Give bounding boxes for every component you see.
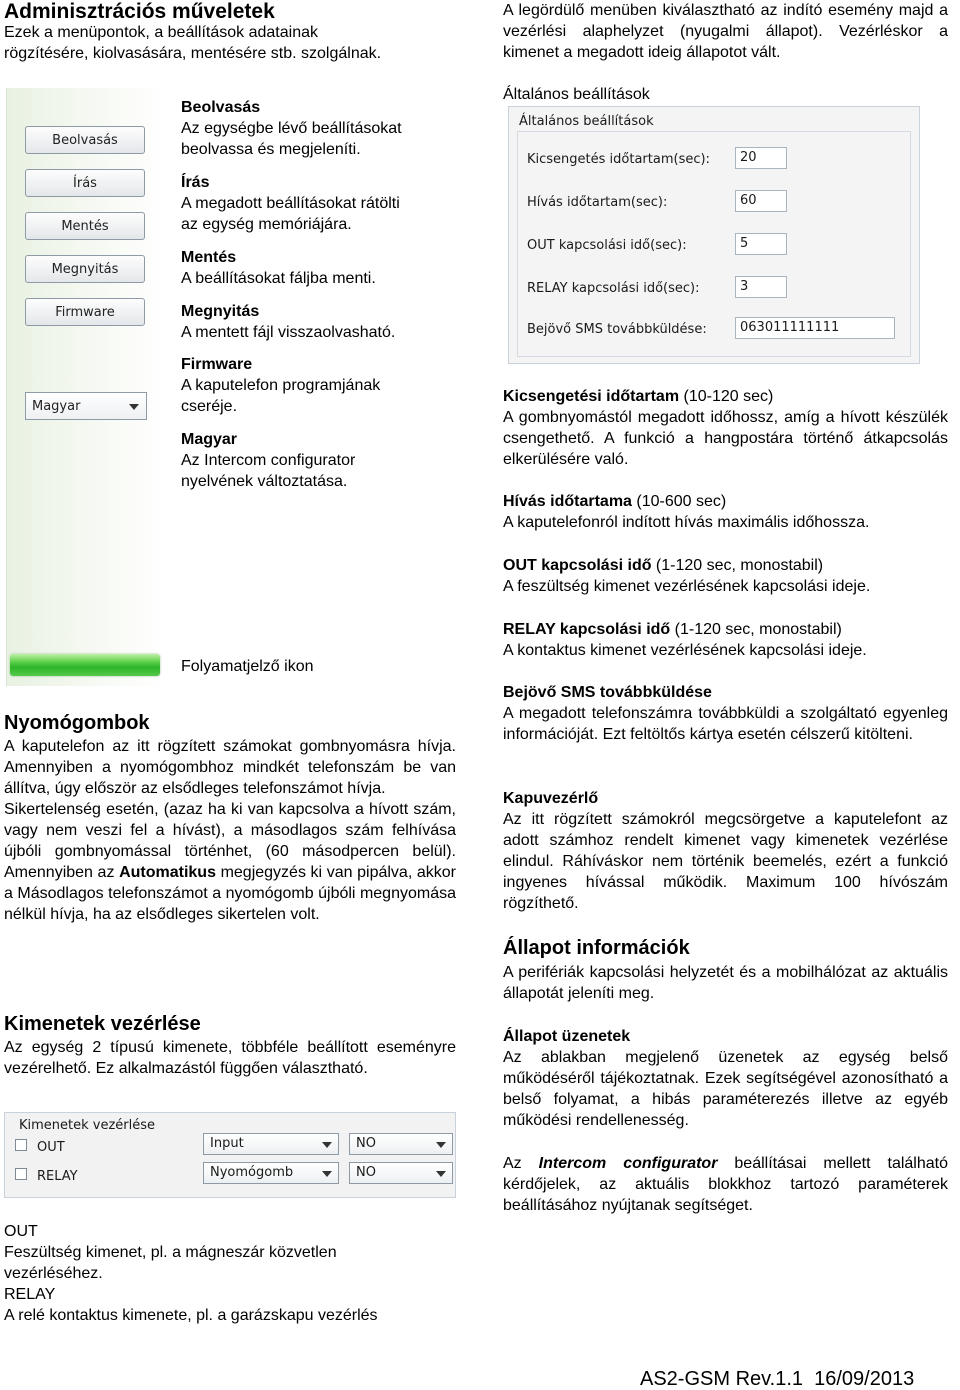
nyomogombok-body bbox=[4, 736, 456, 925]
read-button[interactable]: Beolvasás bbox=[25, 126, 145, 154]
altalanos-heading: Általános beállítások bbox=[503, 86, 650, 103]
footer-revision: AS2-GSM Rev.1.1 16/09/2013 bbox=[640, 1368, 915, 1390]
call-duration-label: Hívás időtartam(sec): bbox=[527, 195, 668, 210]
status-messages-text: Az ablakban megjelenő üzenetek az egység belső működéséről tájékoztatnak. Ezek segítségével azonosítható a belső folyamat, a hibás paraméterezés illetve az egyéb működési rendellenesség. bbox=[503, 1049, 948, 1129]
right-top-paragraph: A legördülő menüben kiválasztható az indító esemény majd a vezérlési alaphelyzet (nyugalmi állapot). Vezérléskor a kimenet a megadott ideig állapotot vált. bbox=[503, 2, 948, 61]
out-checkbox[interactable] bbox=[15, 1139, 27, 1151]
write-button[interactable]: Írás bbox=[25, 169, 145, 197]
general-settings-title: Általános beállítások bbox=[519, 114, 654, 129]
out-range: (1-120 sec, monostabil) bbox=[651, 557, 824, 574]
open-button[interactable]: Megnyitás bbox=[25, 255, 145, 283]
desc-magyar-line2: nyelvének változtatása. bbox=[181, 473, 348, 490]
desc-beolvasas-title: Beolvasás bbox=[181, 99, 261, 116]
section-help bbox=[503, 1153, 948, 1216]
gate-text: Az itt rögzített számokról megcsörgetve a kaputelefont az adott számhoz rendelt kimenet vagy kimenetek vezérlése elindul. Ráhíváskor nem történik beemelés, ezért a funkció ingyenes hívással működik. Maximum 100 hívószám rögzíthető. bbox=[503, 811, 948, 912]
desc-magyar-line1: Az Intercom configurator bbox=[181, 452, 356, 469]
nyomogombok-heading: Nyomógombok bbox=[4, 712, 150, 734]
desc-mentes-title: Mentés bbox=[181, 249, 237, 266]
relay-checkbox[interactable] bbox=[15, 1168, 27, 1180]
out-mode-select[interactable] bbox=[349, 1133, 453, 1155]
call-text: A kaputelefonról indított hívás maximális időhossza. bbox=[503, 514, 870, 531]
section-relay bbox=[503, 619, 948, 661]
out-mode-value: NO bbox=[356, 1136, 376, 1151]
call-duration-input[interactable]: 60 bbox=[735, 190, 787, 212]
relay-desc bbox=[4, 1284, 378, 1324]
call-range: (10-600 sec) bbox=[631, 493, 727, 510]
out-trigger-select[interactable] bbox=[203, 1133, 339, 1155]
call-title: Hívás időtartama bbox=[503, 493, 632, 510]
relay-title: RELAY kapcsolási idő bbox=[503, 621, 671, 638]
out-desc-line1: Feszültség kimenet, pl. a mágneszár közvetlen bbox=[4, 1244, 337, 1261]
progress-bar bbox=[10, 654, 160, 676]
desc-mentes bbox=[181, 247, 376, 289]
help-text-intercom: Intercom configurator bbox=[538, 1155, 718, 1172]
desc-iras bbox=[181, 172, 400, 235]
relay-switch-time-input[interactable]: 3 bbox=[735, 276, 787, 298]
relay-desc-title: RELAY bbox=[4, 1286, 56, 1303]
kimenetek-p1: Az egység 2 típusú kimenete, többféle beállított eseményre vezérelhető. Ez alkalmazástól függően választható. bbox=[4, 1039, 456, 1077]
firmware-button[interactable]: Firmware bbox=[25, 298, 145, 326]
ring-range: (10-120 sec) bbox=[679, 388, 774, 405]
out-switch-time-input[interactable]: 5 bbox=[735, 233, 787, 255]
language-select-value: Magyar bbox=[32, 398, 81, 414]
desc-beolvasas-line1: Az egységbe lévő beállításokat bbox=[181, 120, 402, 137]
relay-desc-line1: A relé kontaktus kimenete, pl. a garázskapu vezérlés bbox=[4, 1307, 378, 1324]
chevron-down-icon bbox=[322, 1171, 332, 1177]
desc-magyar-title: Magyar bbox=[181, 431, 238, 448]
desc-beolvasas-line2: beolvassa és megjeleníti. bbox=[181, 141, 361, 158]
section-ring bbox=[503, 386, 948, 470]
sms-text: A megadott telefonszámra továbbküldi a szolgáltató egyenleg információját. Ezt feltöltős kártya esetén célszerű kitölteni. bbox=[503, 705, 948, 743]
out-switch-time-label: OUT kapcsolási idő(sec): bbox=[527, 238, 687, 253]
sms-forward-input[interactable]: 063011111111 bbox=[735, 317, 895, 339]
nyomogombok-p2-automatikus: Automatikus bbox=[119, 864, 216, 881]
out-text: A feszültség kimenet vezérlésének kapcsolási ideje. bbox=[503, 578, 871, 595]
ring-title: Kicsengetési időtartam bbox=[503, 388, 680, 405]
ring-duration-input[interactable]: 20 bbox=[735, 147, 787, 169]
relay-label: RELAY bbox=[37, 1169, 78, 1184]
relay-mode-value: NO bbox=[356, 1165, 376, 1180]
outputs-panel-title: Kimenetek vezérlése bbox=[19, 1118, 156, 1133]
chevron-down-icon bbox=[436, 1171, 446, 1177]
desc-iras-title: Írás bbox=[181, 174, 210, 191]
admin-heading: Adminisztrációs műveletek bbox=[4, 0, 275, 23]
out-desc-title: OUT bbox=[4, 1223, 38, 1240]
ring-duration-label: Kicsengetés időtartam(sec): bbox=[527, 152, 710, 167]
relay-range: (1-120 sec, monostabil) bbox=[670, 621, 842, 638]
desc-firmware-line2: cseréje. bbox=[181, 398, 238, 415]
language-select[interactable] bbox=[25, 392, 147, 420]
general-settings-panel bbox=[508, 106, 920, 364]
relay-mode-select[interactable] bbox=[349, 1162, 453, 1184]
nyomogombok-p2-a: Sikertelenség esetén, (azaz ha ki van kapcsolva a hívott szám, vagy nem veszi fel a hívást), a másodlagos szám felhívása újbóli gombnyomással történhet, (60 másodpercen belül). Amennyiben az bbox=[4, 801, 456, 881]
kimenetek-heading: Kimenetek vezérlése bbox=[4, 1013, 201, 1035]
chevron-down-icon bbox=[322, 1142, 332, 1148]
ring-text: A gombnyomástól megadott időhossz, amíg a hívott készülék csengethető. A funkció a hangpostára történő átkapcsolás elkerülésére való. bbox=[503, 409, 948, 468]
desc-megnyitas-line1: A mentett fájl visszaolvasható. bbox=[181, 324, 396, 341]
desc-iras-line2: az egység memóriájára. bbox=[181, 216, 352, 233]
desc-beolvasas bbox=[181, 97, 402, 160]
admin-intro-line2: rögzítésére, kiolvasására, mentésére stb. szolgálnak. bbox=[4, 45, 382, 62]
relay-text: A kontaktus kimenet vezérlésének kapcsolási ideje. bbox=[503, 642, 867, 659]
out-label: OUT bbox=[37, 1140, 65, 1155]
allapot-text: A perifériák kapcsolási helyzetét és a mobilhálózat az aktuális állapotát jeleníti meg. bbox=[503, 964, 948, 1002]
section-call bbox=[503, 491, 948, 533]
sms-title: Bejövő SMS továbbküldése bbox=[503, 684, 712, 701]
relay-trigger-select[interactable] bbox=[203, 1162, 339, 1184]
desc-iras-line1: A megadott beállításokat rátölti bbox=[181, 195, 400, 212]
desc-firmware-title: Firmware bbox=[181, 356, 253, 373]
help-text-a: Az bbox=[503, 1155, 539, 1172]
section-status-messages bbox=[503, 1026, 948, 1131]
admin-side-panel bbox=[6, 88, 165, 686]
gate-title: Kapuvezérlő bbox=[503, 790, 599, 807]
chevron-down-icon bbox=[129, 404, 139, 410]
desc-firmware-line1: A kaputelefon programjának bbox=[181, 377, 381, 394]
status-messages-title: Állapot üzenetek bbox=[503, 1028, 631, 1045]
desc-megnyitas-title: Megnyitás bbox=[181, 303, 260, 320]
desc-mentes-line1: A beállításokat fáljba menti. bbox=[181, 270, 376, 287]
section-out bbox=[503, 555, 948, 597]
section-sms bbox=[503, 682, 948, 745]
admin-intro-line1: Ezek a menüpontok, a beállítások adatainak bbox=[4, 24, 318, 41]
desc-megnyitas bbox=[181, 301, 395, 343]
chevron-down-icon bbox=[436, 1142, 446, 1148]
nyomogombok-p2 bbox=[4, 799, 456, 925]
help-text-c: beállításai mellett található kérdőjelek, az aktuális blokkhoz tartozó paraméterek beállításához nyújtanak segítséget. bbox=[503, 1155, 949, 1214]
nyomogombok-p1: A kaputelefon az itt rögzített számokat gombnyomásra hívja. Amennyiben a nyomógombhoz mindkét telefonszám be van állítva, úgy először az elsődleges telefonszámot hívja. bbox=[4, 738, 456, 797]
out-desc bbox=[4, 1221, 337, 1284]
relay-trigger-value: Nyomógomb bbox=[210, 1165, 294, 1180]
out-trigger-value: Input bbox=[210, 1136, 244, 1151]
out-title: OUT kapcsolási idő bbox=[503, 557, 652, 574]
outputs-panel bbox=[4, 1112, 456, 1198]
section-gate bbox=[503, 788, 948, 914]
sms-forward-label: Bejövő SMS továbbküldése: bbox=[527, 322, 707, 337]
save-button[interactable]: Mentés bbox=[25, 212, 145, 240]
desc-firmware bbox=[181, 354, 380, 417]
out-desc-line2: vezérléséhez. bbox=[4, 1265, 103, 1282]
nyomogombok-p2-c: megjegyzés ki van pipálva, akkor a Másodlagos telefonszámot a nyomógomb újbóli megnyomása nélkül hívja, ha az elsődleges sikertelen volt. bbox=[4, 864, 456, 923]
desc-magyar bbox=[181, 429, 355, 492]
progress-label: Folyamatjelző ikon bbox=[181, 658, 314, 675]
relay-switch-time-label: RELAY kapcsolási idő(sec): bbox=[527, 281, 700, 296]
allapot-heading: Állapot információk bbox=[503, 937, 690, 959]
